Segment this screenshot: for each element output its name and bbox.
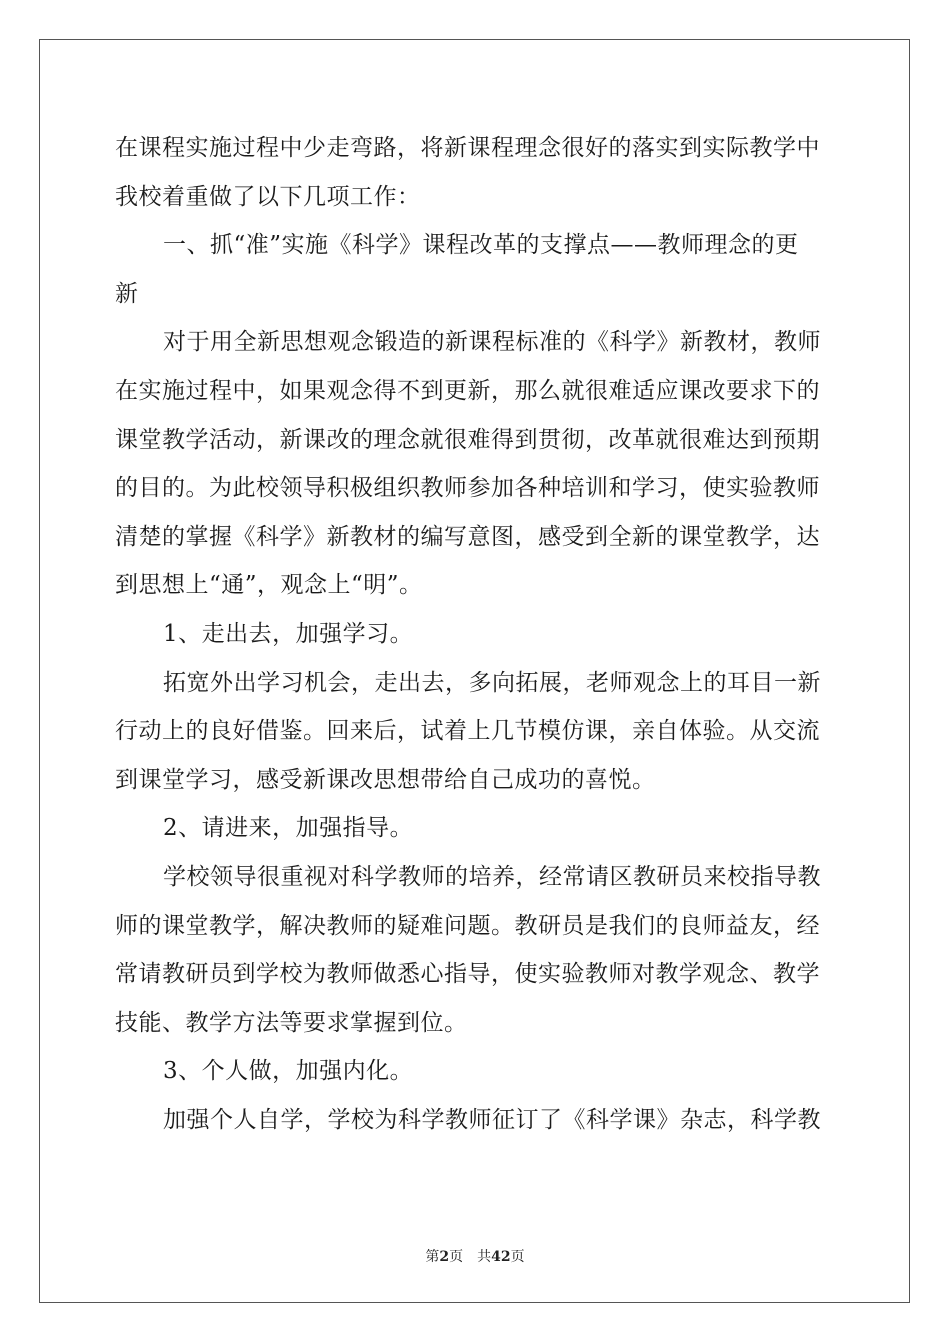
text-line: 技能、教学方法等要求掌握到位。 xyxy=(115,1009,468,1036)
footer-total-prefix: 共 xyxy=(477,1249,492,1265)
footer-page-suffix: 页 xyxy=(449,1249,464,1265)
text-line: 加强个人自学，学校为科学教师征订了《科学课》杂志，科学教 xyxy=(163,1106,821,1133)
text-line: 课堂教学活动，新课改的理念就很难得到贯彻，改革就很难达到预期 xyxy=(115,426,820,453)
document-body xyxy=(115,124,835,1144)
text-line: 常请教研员到学校为教师做悉心指导，使实验教师对教学观念、教学 xyxy=(115,961,820,988)
text-line: 3、个人做，加强内化。 xyxy=(163,1058,414,1085)
text-line: 到课堂学习，感受新课改思想带给自己成功的喜悦。 xyxy=(115,766,656,793)
text-line: 拓宽外出学习机会，走出去，多向拓展，老师观念上的耳目一新 xyxy=(163,669,821,696)
text-line: 的目的。为此校领导积极组织教师参加各种培训和学习，使实验教师 xyxy=(115,475,820,502)
text-line: 行动上的良好借鉴。回来后，试着上几节模仿课，亲自体验。从交流 xyxy=(115,718,820,745)
text-line: 对于用全新思想观念锻造的新课程标准的《科学》新教材，教师 xyxy=(163,329,821,356)
text-line: 在实施过程中，如果观念得不到更新，那么就很难适应课改要求下的 xyxy=(115,377,820,404)
text-line: 在课程实施过程中少走弯路，将新课程理念很好的落实到实际教学中 xyxy=(115,135,820,161)
footer-prefix: 第 xyxy=(425,1249,440,1265)
text-line: 新 xyxy=(115,280,139,307)
page-footer xyxy=(0,1246,950,1266)
text-line: 2、请进来，加强指导。 xyxy=(163,815,414,842)
footer-page-number: 2 xyxy=(439,1249,450,1265)
text-line: 一、抓“准”实施《科学》课程改革的支撑点——教师理念的更 xyxy=(163,232,799,259)
text-line: 我校着重做了以下几项工作： xyxy=(115,183,421,210)
text-line: 清楚的掌握《科学》新教材的编写意图，感受到全新的课堂教学，达 xyxy=(115,523,820,550)
text-line: 1、走出去，加强学习。 xyxy=(163,620,414,647)
text-line: 到思想上“通”，观念上“明”。 xyxy=(115,572,423,599)
text-line: 师的课堂教学，解决教师的疑难问题。教研员是我们的良师益友，经 xyxy=(115,912,820,939)
footer-total-suffix: 页 xyxy=(510,1249,525,1265)
text-line: 学校领导很重视对科学教师的培养，经常请区教研员来校指导教 xyxy=(163,863,821,890)
footer-total-pages: 42 xyxy=(491,1249,511,1265)
